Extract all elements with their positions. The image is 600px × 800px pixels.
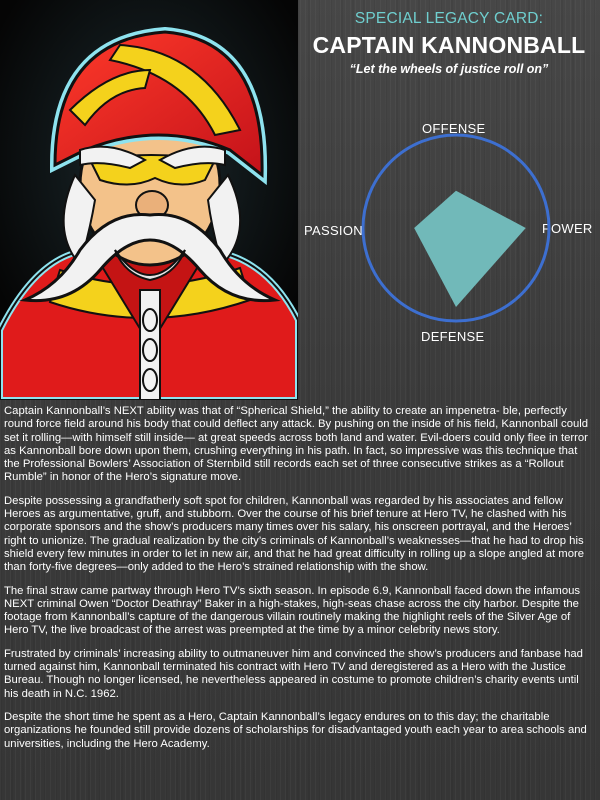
bio-paragraph: Captain Kannonball’s NEXT ability was that of “Spherical Shield,” the ability to create an impenetra- ble, perfectly round force field around his body that could deflect any attack. By pushing on the inside of his field, Kannonball could set it rolling—with himself still inside— at great speeds across both land and water. Evil-doers could only flee in terror as Kannonball bore down upon them, crushing everything in his path. In fact, so impressive was this technique that the Professional Bowlers’ Association of Sternbild still records each set of three consecutive strikes as a “Rollout Rumble” in honor of the Hero’s signature move. [4, 405, 589, 484]
stat-label-defense: DEFENSE [421, 329, 485, 344]
kannonball-illustration [0, 0, 298, 400]
bio-paragraph: Frustrated by criminals’ increasing ability to outmaneuver him and convinced the show’s producers and fanbase had turned against him, Kannonball terminated his contract with Hero TV and deregistered as a Hero with the Justice Bureau. Though no longer licensed, he nevertheless appeared in costume to promote children’s charity events until his death in N.C. 1962. [4, 647, 583, 700]
card-header [298, 8, 600, 76]
character-portrait [0, 0, 298, 400]
card-subtitle: SPECIAL LEGACY CARD: [354, 10, 544, 27]
stat-polygon [414, 191, 526, 307]
bio-paragraph: Despite possessing a grandfatherly soft spot for children, Kannonball was regarded by his associates and fellow Heroes as argumentative, gruff, and stubborn. Over the course of his brief tenure at Hero TV, he clashed with his corporate sponsors and the show’s producers many times over his salary, his onscreen portrayal, and the Heroes’ right to unionize. The gradual realization by the city’s criminals of Kannonball’s weaknesses—that he had to drop his shield every few minutes in order to let in new air, and that he had great difficulty in rolling up a slope angled at more than forty-five degrees—only added to the Hero’s strained relationship with the show. [4, 494, 585, 574]
bio-paragraph: The final straw came partway through Hero TV’s sixth season. In episode 6.9, Kannonball faced down the infamous NEXT criminal Owen “Doctor Deathray” Baker in a high-stakes, high-seas chase across the city harbor. Despite the footage from Kannonball’s capture of the dangerous villain routinely making the highlight reels of the Silver Age of Hero TV, the live broadcast of the arrest was preempted at the time by a minor celebrity news story. [4, 584, 581, 637]
bio-text [4, 405, 596, 761]
stat-label-offense: OFFENSE [422, 121, 486, 136]
stat-label-passion: PASSION [304, 223, 363, 238]
stat-label-power: POWER [542, 221, 593, 236]
card-title: CAPTAIN KANNONBALL [312, 32, 586, 58]
bio-paragraph: Despite the short time he spent as a Hero, Captain Kannonball’s legacy endures on to this day; the charitable organizations he founded still provide dozens of scholarships for disadvantaged youth each year to area schools and universities, including the Hero Academy. [4, 710, 587, 750]
stat-chart [298, 110, 600, 330]
card-quote: “Let the wheels of justice roll on” [349, 62, 549, 76]
